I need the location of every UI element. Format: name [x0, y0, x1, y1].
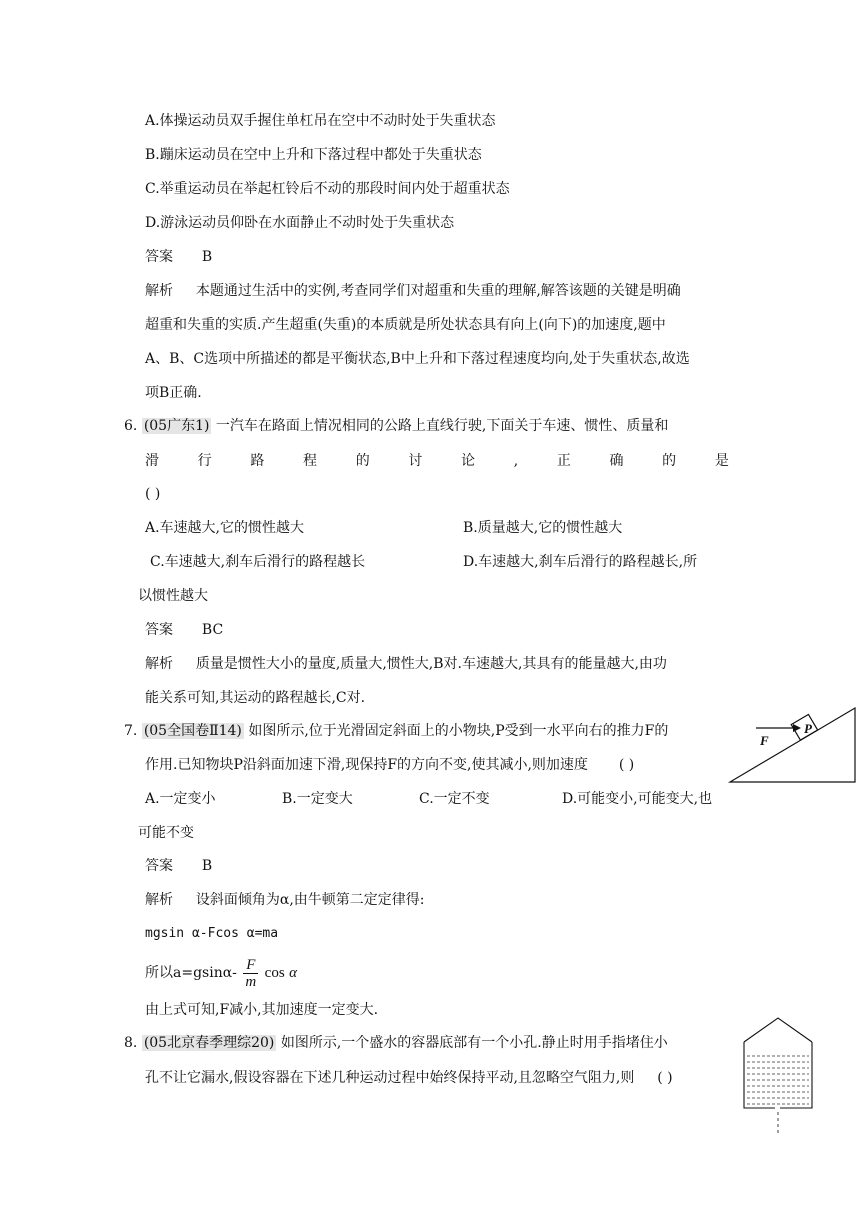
answer-paren: ( ): [657, 1070, 673, 1086]
answer-paren: ( ): [618, 757, 635, 773]
stem-word: 的: [355, 453, 370, 469]
stem-word: 论: [461, 453, 476, 469]
q7-equation-2: [145, 955, 297, 991]
fraction: [243, 957, 258, 990]
analysis-label: 解析: [145, 283, 173, 299]
water: [747, 1056, 809, 1104]
equation-alpha: α: [289, 965, 297, 981]
q5-option-a: A.体操运动员双手握住单杠吊在空中不动时处于失重状态: [145, 113, 496, 129]
answer-label: 答案: [145, 622, 173, 638]
q8-container-figure: [738, 1016, 818, 1136]
q7-option-d: D.可能变小,可能变大,也: [562, 791, 713, 807]
q6-option-c: C.车速越大,刹车后滑行的路程越长: [150, 554, 366, 570]
q6-option-a: A.车速越大,它的惯性越大: [145, 520, 305, 536]
q7-answer-row: [145, 856, 212, 876]
q7-option-a: A.一定变小: [145, 791, 216, 807]
analysis-label: 解析: [145, 892, 173, 908]
q6-answer-row: [145, 620, 223, 640]
stem-word: 路: [250, 453, 265, 469]
question-stem: 作用.已知物块P沿斜面加速下滑,现保持F的方向不变,使其减小,则加速度: [145, 757, 588, 773]
stem-word: 程: [303, 453, 318, 469]
q6-analysis-line-1: [145, 654, 667, 674]
question-stem: 如图所示,位于光滑固定斜面上的小物块,P受到一水平向右的推力F的: [248, 723, 669, 739]
q6-stem-line-2: [145, 451, 729, 471]
q7-option-b: B.一定变大: [282, 791, 353, 807]
question-number: 6.: [124, 418, 138, 434]
question-stem: 孔不让它漏水,假设容器在下述几种运动过程中始终保持平动,且忽略空气阻力,则: [145, 1070, 635, 1086]
q7-stem-line-1: [124, 721, 668, 741]
analysis-label: 解析: [145, 656, 173, 672]
q6-option-d-continued: 以惯性越大: [138, 588, 208, 604]
q6-stem-line-1: [124, 416, 668, 436]
stem-word: 滑: [145, 453, 159, 469]
q5-option-b: B.蹦床运动员在空中上升和下落过程中都处于失重状态: [145, 147, 482, 163]
analysis-text: 设斜面倾角为α,由牛顿第二定定律得:: [195, 892, 425, 908]
stem-word: 是: [714, 453, 729, 469]
q6-option-d: D.车速越大,刹车后滑行的路程越长,所: [463, 554, 698, 570]
bottom-hole: [775, 1106, 780, 1110]
question-source: (05全国卷Ⅱ14): [143, 723, 242, 739]
q5-analysis-line-4: 项B正确.: [145, 385, 202, 401]
equation-prefix: 所以a=gsinα-: [145, 965, 237, 981]
q8-stem-line-1: [124, 1033, 668, 1053]
question-stem: 如图所示,一个盛水的容器底部有一个小孔.静止时用手指堵住小: [280, 1035, 668, 1051]
q7-incline-figure: [716, 704, 856, 784]
stem-word: 确: [609, 453, 624, 469]
question-source: (05北京春季理综20): [143, 1035, 275, 1051]
q7-equation-1: mgsin α-Fcos α=ma: [145, 926, 279, 941]
question-stem: 一汽车在路面上情况相同的公路上直线行驶,下面关于车速、惯性、质量和: [215, 418, 669, 434]
q6-answer-paren: ( ): [145, 486, 161, 502]
question-number: 8.: [124, 1035, 138, 1051]
stem-word: ,: [513, 453, 519, 469]
answer-label: 答案: [145, 858, 173, 874]
q5-answer-row: [145, 247, 212, 267]
q7-analysis-line-1: [145, 890, 425, 910]
analysis-text: 质量是惯性大小的量度,质量大,惯性大,B对.车速越大,其具有的能量越大,由功: [195, 656, 667, 672]
stem-word: 讨: [408, 453, 423, 469]
block-label: P: [804, 721, 812, 736]
q5-option-d: D.游泳运动员仰卧在水面静止不动时处于失重状态: [145, 215, 455, 231]
fraction-numerator: F: [246, 956, 256, 973]
force-label: F: [760, 733, 769, 748]
q5-analysis-line-1: [145, 281, 681, 301]
stem-word: 的: [662, 453, 677, 469]
q6-option-b: B.质量越大,它的惯性越大: [463, 520, 623, 536]
q7-option-d-continued: 可能不变: [138, 825, 194, 841]
q5-analysis-line-2: 超重和失重的实质.产生超重(失重)的本质就是所处状态具有向上(向下)的加速度,题中: [145, 317, 666, 333]
q7-conclusion: 由上式可知,F减小,其加速度一定变大.: [145, 1002, 379, 1018]
question-number: 7.: [124, 723, 138, 739]
answer-label: 答案: [145, 249, 173, 265]
answer-value: B: [201, 249, 213, 265]
fraction-denominator: m: [245, 973, 257, 990]
stem-word: 行: [197, 453, 212, 469]
question-source: (05广东1): [143, 418, 210, 434]
q6-analysis-line-2: 能关系可知,其运动的路程越长,C对.: [145, 690, 366, 706]
q7-stem-line-2: [145, 755, 634, 775]
q7-option-c: C.一定不变: [419, 791, 490, 807]
container-roof: [744, 1018, 812, 1042]
equation-cos: cos: [264, 965, 285, 981]
q5-analysis-line-3: A、B、C选项中所描述的都是平衡状态,B中上升和下落过程速度均向,处于失重状态,故选: [145, 351, 690, 367]
q8-stem-line-2: [145, 1068, 673, 1088]
stem-word: 正: [556, 453, 571, 469]
incline-plane: [730, 708, 855, 782]
answer-value: B: [201, 858, 213, 874]
answer-value: BC: [201, 622, 224, 638]
analysis-text: 本题通过生活中的实例,考查同学们对超重和失重的理解,解答该题的关键是明确: [195, 283, 681, 299]
q5-option-c: C.举重运动员在举起杠铃后不动的那段时间内处于超重状态: [145, 181, 510, 197]
